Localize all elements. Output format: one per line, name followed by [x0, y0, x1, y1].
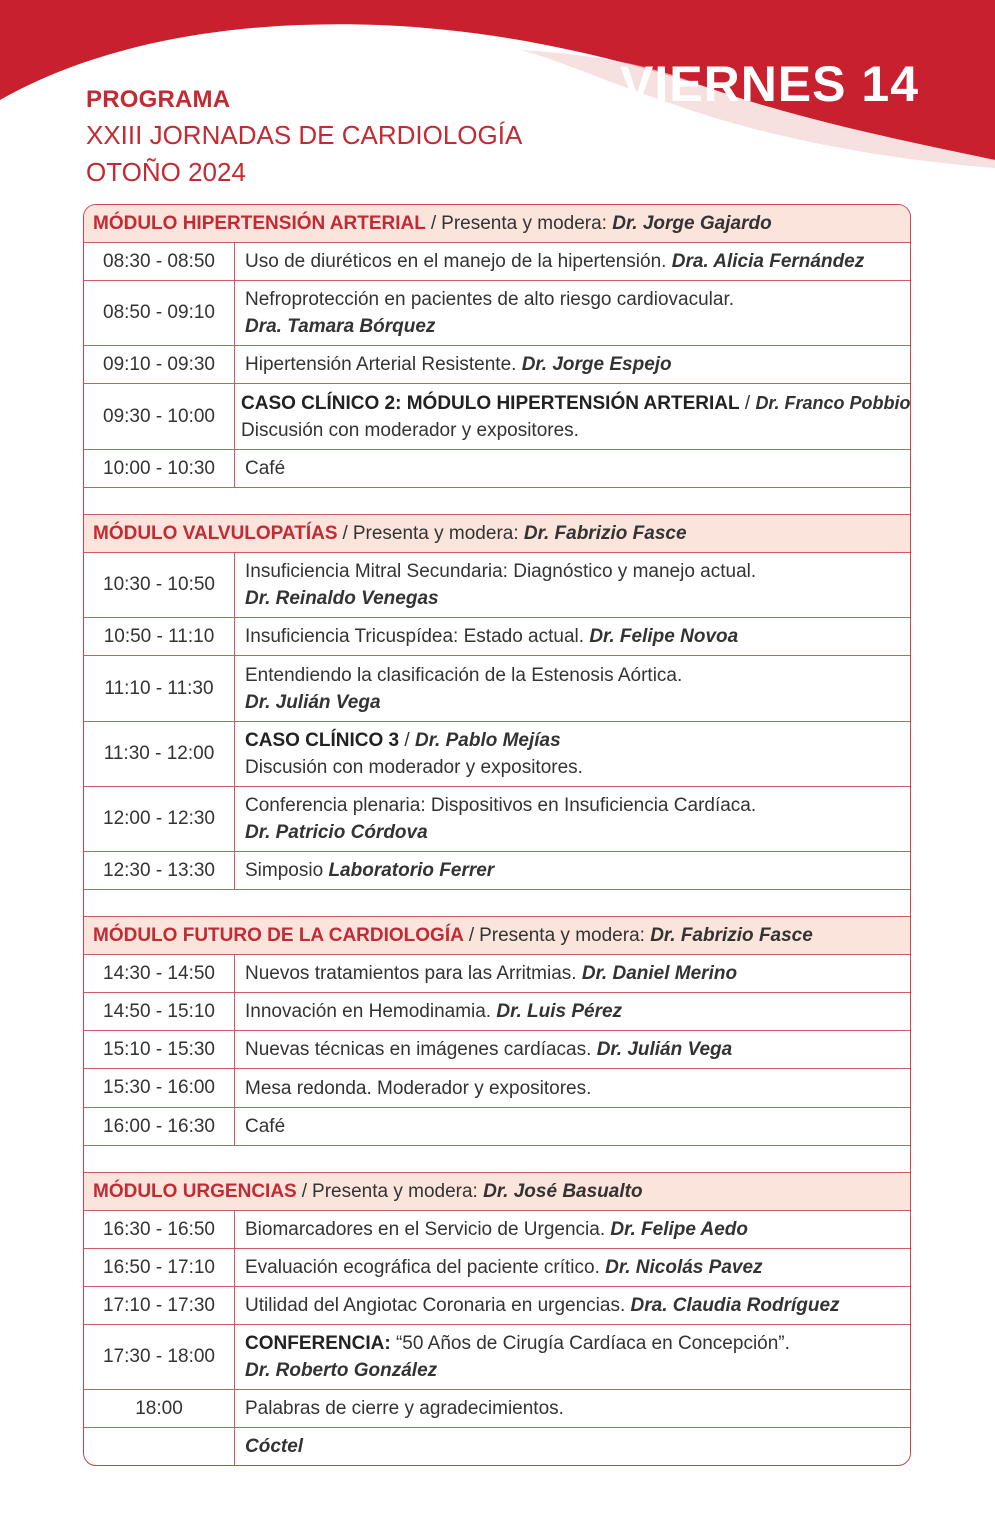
- presenter-label: Presenta y modera:: [312, 1180, 478, 1202]
- session-speaker: Dr. Luis Pérez: [496, 1001, 623, 1022]
- session-speaker: Dr. Daniel Merino: [581, 963, 738, 984]
- session-title: “50 Años de Cirugía Cardíaca en Concepción”.: [395, 1333, 790, 1354]
- session-time: 08:50 - 09:10: [84, 281, 235, 345]
- session-speaker: Dr. Felipe Aedo: [610, 1219, 749, 1240]
- session-speaker: Dra. Claudia Rodríguez: [630, 1295, 840, 1316]
- session-speaker: Dr. Jorge Espejo: [521, 354, 672, 375]
- session-title: CASO CLÍNICO 2: MÓDULO HIPERTENSIÓN ARTERIAL: [241, 392, 740, 414]
- module-header: MÓDULO HIPERTENSIÓN ARTERIAL / Presenta y modera: Dr. Jorge Gajardo: [84, 205, 910, 243]
- session-speaker: Cóctel: [245, 1436, 304, 1457]
- separator: /: [744, 392, 751, 414]
- session-title: Mesa redonda. Moderador y expositores.: [245, 1077, 592, 1099]
- session-time: 09:30 - 10:00: [84, 384, 235, 449]
- table-row: [84, 243, 910, 281]
- session-speaker: Laboratorio Ferrer: [328, 860, 495, 881]
- table-row: [84, 787, 910, 852]
- session-time: 17:10 - 17:30: [84, 1287, 235, 1324]
- module-presenter: Dr. Fabrizio Fasce: [523, 522, 687, 544]
- session-speaker: Dr. Franco Pobbio: [755, 392, 911, 413]
- module-name: MÓDULO FUTURO DE LA CARDIOLOGÍA: [93, 924, 464, 946]
- session-title: Insuficiencia Tricuspídea: Estado actual.: [245, 626, 585, 647]
- session-time: 12:30 - 13:30: [84, 852, 235, 889]
- module-presenter: Dr. Fabrizio Fasce: [650, 924, 813, 946]
- session-time: 10:00 - 10:30: [84, 450, 235, 487]
- session-title: Utilidad del Angiotac Coronaria en urgencias.: [245, 1295, 626, 1316]
- session-speaker: Dra. Tamara Bórquez: [245, 316, 436, 337]
- separator: /: [404, 730, 410, 751]
- module-presenter: Dr. Jorge Gajardo: [612, 212, 772, 234]
- table-row: [84, 553, 910, 618]
- session-title: Café: [245, 458, 286, 479]
- table-row: [84, 346, 910, 384]
- session-speaker: Dr. Julián Vega: [245, 691, 381, 713]
- session-title: CASO CLÍNICO 3: [245, 730, 400, 751]
- session-subtitle: Discusión con moderador y expositores.: [245, 757, 583, 778]
- session-time: 15:30 - 16:00: [84, 1069, 235, 1107]
- table-row: [84, 1249, 910, 1287]
- table-row: [84, 722, 910, 787]
- session-time: 18:00: [84, 1390, 235, 1427]
- session-time: 16:00 - 16:30: [84, 1108, 235, 1145]
- session-speaker: Dr. Roberto González: [245, 1360, 438, 1381]
- session-title: Conferencia plenaria: Dispositivos en Insuficiencia Cardíaca.: [245, 795, 757, 816]
- table-row: [84, 1287, 910, 1325]
- module-name: MÓDULO HIPERTENSIÓN ARTERIAL: [93, 212, 426, 234]
- table-row: [84, 852, 910, 890]
- session-title: Uso de diuréticos en el manejo de la hipertensión.: [245, 251, 667, 272]
- session-title: Insuficiencia Mitral Secundaria: Diagnóstico y manejo actual.: [245, 561, 757, 582]
- session-subtitle: Discusión con moderador y expositores.: [241, 419, 579, 441]
- table-row: [84, 1211, 910, 1249]
- session-time: [84, 1428, 235, 1465]
- session-time: 17:30 - 18:00: [84, 1325, 235, 1389]
- session-title: Palabras de cierre y agradecimientos.: [245, 1398, 564, 1419]
- session-speaker: Dra. Alicia Fernández: [671, 251, 865, 272]
- session-time: 15:10 - 15:30: [84, 1031, 235, 1068]
- table-row: [84, 281, 910, 346]
- module-presenter: Dr. José Basualto: [483, 1180, 643, 1202]
- table-row: [84, 1428, 910, 1465]
- session-title: Hipertensión Arterial Resistente.: [245, 354, 517, 375]
- session-time: 08:30 - 08:50: [84, 243, 235, 280]
- module-header: MÓDULO VALVULOPATÍAS / Presenta y modera: Dr. Fabrizio Fasce: [84, 515, 910, 553]
- module-name: MÓDULO URGENCIAS: [93, 1180, 297, 1202]
- session-title: Evaluación ecográfica del paciente crítico.: [245, 1257, 600, 1278]
- table-row: [84, 1108, 910, 1146]
- table-row: [84, 993, 910, 1031]
- schedule-table: [83, 204, 911, 1466]
- presenter-label: Presenta y modera:: [441, 212, 607, 234]
- session-time: 10:50 - 11:10: [84, 618, 235, 655]
- session-title: Nefroprotección en pacientes de alto riesgo cardiovacular.: [245, 289, 735, 310]
- module-name: MÓDULO VALVULOPATÍAS: [93, 522, 338, 544]
- session-time: 16:30 - 16:50: [84, 1211, 235, 1248]
- session-speaker: Dr. Nicolás Pavez: [605, 1257, 763, 1278]
- session-time: 10:30 - 10:50: [84, 553, 235, 617]
- session-title: Simposio: [245, 860, 324, 881]
- table-row: [84, 1069, 910, 1108]
- session-time: 14:30 - 14:50: [84, 955, 235, 992]
- session-time: 12:00 - 12:30: [84, 787, 235, 851]
- session-speaker: Dr. Felipe Novoa: [589, 626, 739, 647]
- session-time: 14:50 - 15:10: [84, 993, 235, 1030]
- table-row: [84, 1031, 910, 1069]
- table-row: [84, 1325, 910, 1390]
- table-row: [84, 656, 910, 722]
- day-title: VIERNES 14: [620, 56, 920, 112]
- table-row: [84, 450, 910, 488]
- session-time: 09:10 - 09:30: [84, 346, 235, 383]
- event-title: XXIII JORNADAS DE CARDIOLOGÍA: [86, 120, 523, 150]
- module-header: MÓDULO URGENCIAS / Presenta y modera: Dr. José Basualto: [84, 1173, 910, 1211]
- session-title: Biomarcadores en el Servicio de Urgencia.: [245, 1219, 606, 1240]
- session-speaker: Dr. Reinaldo Venegas: [245, 588, 439, 609]
- session-time: 11:10 - 11:30: [84, 656, 235, 721]
- event-season: OTOÑO 2024: [86, 157, 246, 187]
- program-label: PROGRAMA: [86, 86, 231, 113]
- presenter-label: Presenta y modera:: [479, 924, 645, 946]
- session-title: Entendiendo la clasificación de la Estenosis Aórtica.: [245, 664, 683, 686]
- table-row: [84, 384, 910, 450]
- session-title: Innovación en Hemodinamia.: [245, 1001, 492, 1022]
- session-time: 16:50 - 17:10: [84, 1249, 235, 1286]
- session-speaker: Dr. Pablo Mejías: [414, 730, 561, 751]
- table-row: [84, 618, 910, 656]
- session-time: 11:30 - 12:00: [84, 722, 235, 786]
- session-speaker: Dr. Julián Vega: [596, 1039, 733, 1060]
- spacer-row: [84, 1146, 910, 1173]
- session-speaker: Dr. Patricio Córdova: [245, 822, 428, 843]
- session-title: Nuevos tratamientos para las Arritmias.: [245, 963, 577, 984]
- session-title: Café: [245, 1116, 286, 1137]
- spacer-row: [84, 488, 910, 515]
- session-title: Nuevas técnicas en imágenes cardíacas.: [245, 1039, 592, 1060]
- table-row: [84, 955, 910, 993]
- session-label: CONFERENCIA:: [245, 1333, 391, 1354]
- presenter-label: Presenta y modera:: [352, 522, 519, 544]
- module-header: MÓDULO FUTURO DE LA CARDIOLOGÍA / Presenta y modera: Dr. Fabrizio Fasce: [84, 917, 910, 955]
- spacer-row: [84, 890, 910, 917]
- table-row: [84, 1390, 910, 1428]
